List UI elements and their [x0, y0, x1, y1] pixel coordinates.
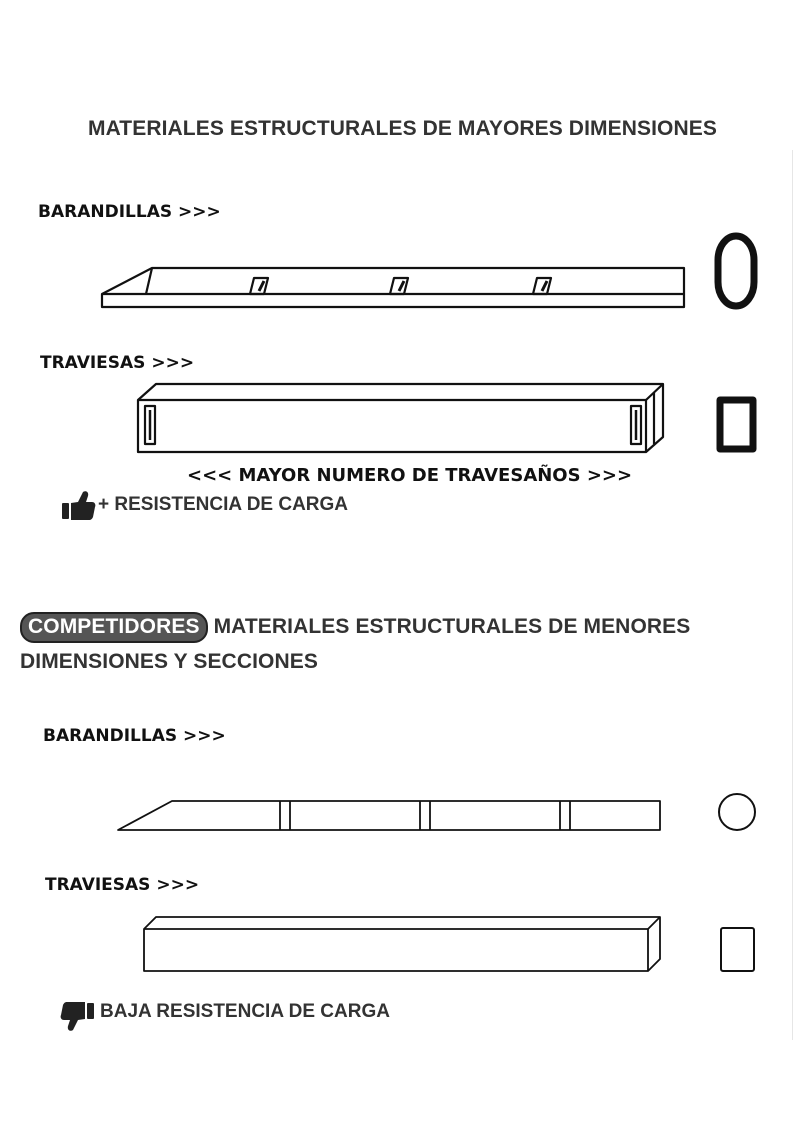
top-heading: MATERIALES ESTRUCTURALES DE MAYORES DIMENSIONES	[88, 117, 717, 140]
small-crossbar-section	[721, 928, 754, 971]
thumbs-up-icon	[62, 491, 95, 520]
thumbs-down-icon	[61, 1002, 94, 1031]
bottom-heading-line1: MATERIALES ESTRUCTURALES DE MENORES	[213, 615, 691, 638]
competitor-badge: COMPETIDORES	[20, 612, 208, 643]
large-crossbar-section	[720, 400, 753, 449]
large-crossbar-drawing	[138, 384, 663, 452]
small-crossbar-drawing	[144, 917, 660, 971]
bottom-barandillas-label: BARANDILLAS >>>	[43, 726, 226, 746]
large-rail-drawing	[102, 268, 684, 307]
top-verdict-text: + RESISTENCIA DE CARGA	[98, 494, 349, 515]
top-barandillas-label: BARANDILLAS >>>	[38, 202, 221, 222]
bottom-traviesas-label: TRAVIESAS >>>	[45, 875, 200, 895]
bottom-heading-line2: DIMENSIONES Y SECCIONES	[20, 650, 318, 673]
small-rail-section-circle	[719, 794, 755, 830]
large-rail-section-oval	[718, 236, 754, 306]
bottom-verdict-text: BAJA RESISTENCIA DE CARGA	[100, 1001, 390, 1022]
top-traviesas-label: TRAVIESAS >>>	[40, 353, 195, 373]
travesanos-label: <<< MAYOR NUMERO DE TRAVESAÑOS >>>	[187, 465, 633, 486]
small-rail-drawing	[118, 801, 660, 830]
